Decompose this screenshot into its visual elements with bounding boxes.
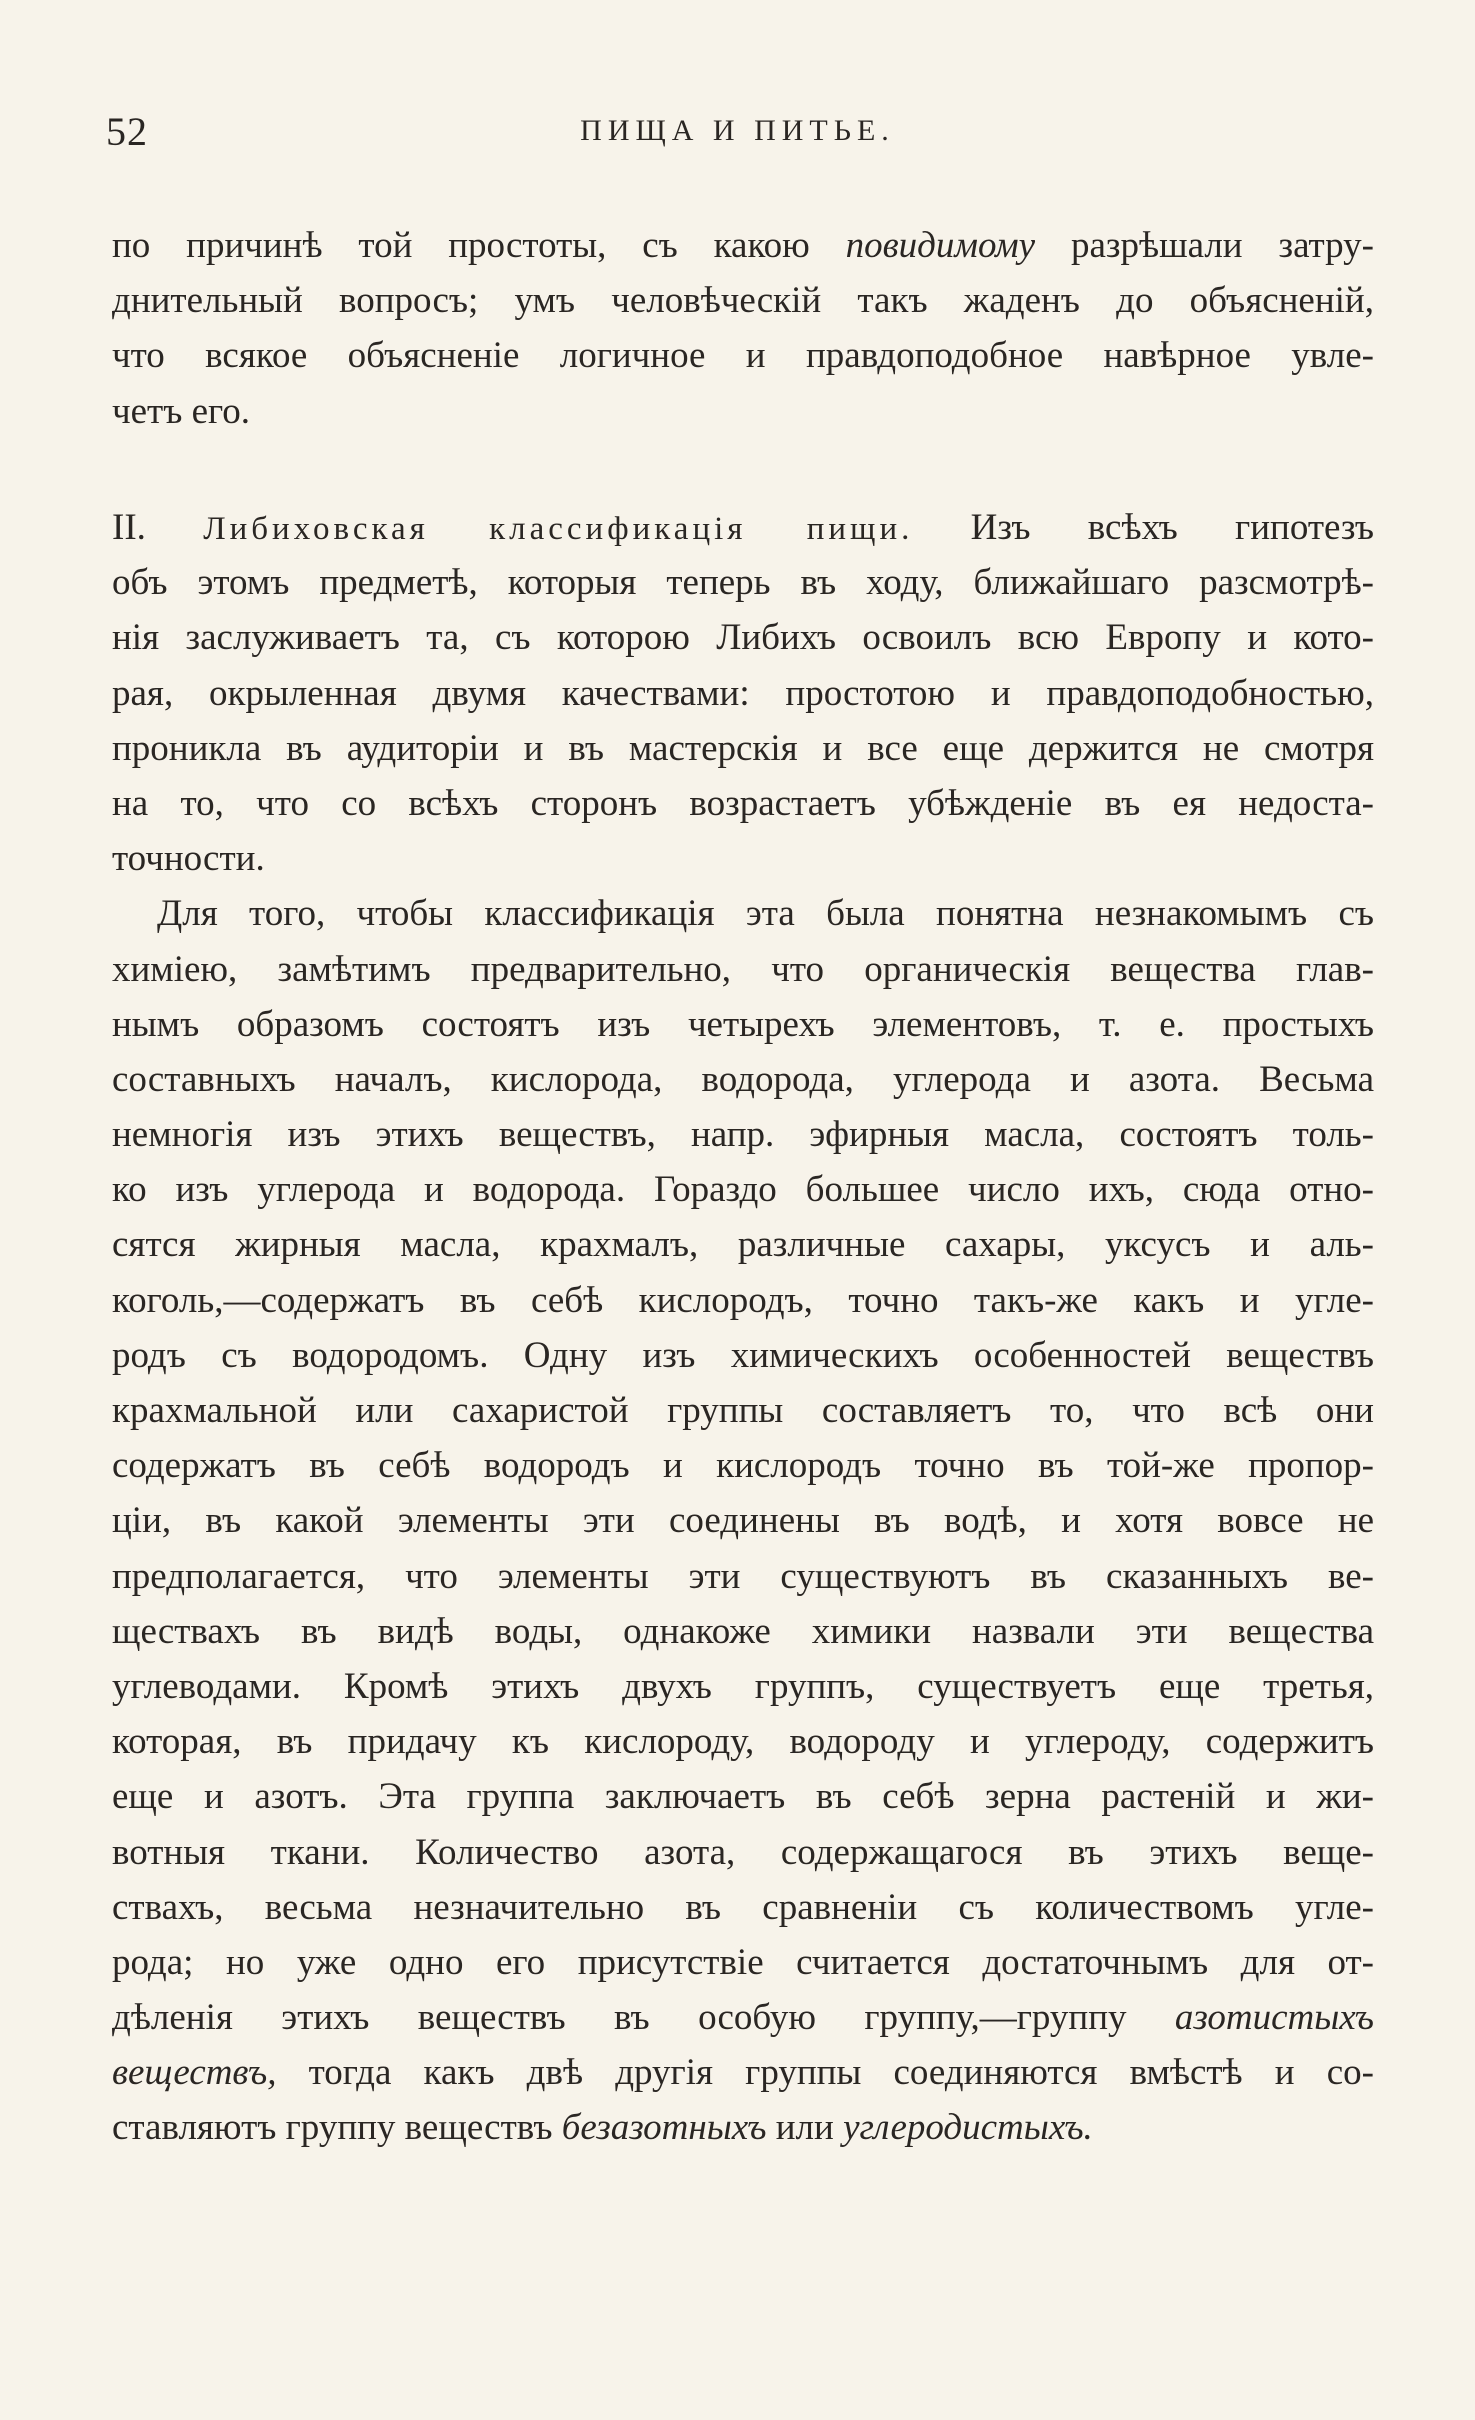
emphasis: безазотныхъ bbox=[561, 2107, 767, 2149]
text-line: химіею, замѣтимъ предварительно, что органическія вещества глав- bbox=[112, 948, 1374, 990]
text-line: ствахъ, весьма незначительно въ сравненіи съ количествомъ угле- bbox=[112, 1886, 1374, 1928]
text-line: веществъ, тогда какъ двѣ другія группы соединяются вмѣстѣ и со- bbox=[112, 2052, 1374, 2094]
emphasis: азотистыхъ bbox=[1174, 1997, 1374, 2039]
text-line: точности. bbox=[112, 838, 265, 880]
text-line: крахмальной или сахаристой группы составляетъ то, что всѣ они bbox=[112, 1390, 1374, 1431]
text-line: нымъ образомъ состоятъ изъ четырехъ элементовъ, т. е. простыхъ bbox=[112, 1003, 1374, 1045]
text-line: ко изъ углерода и водорода. Гораздо большее число ихъ, сюда отно- bbox=[112, 1169, 1374, 1211]
text-line: по причинѣ той простоты, съ какою повидимому разрѣшали затру- bbox=[112, 225, 1374, 266]
running-head: ПИЩА И ПИТЬЕ. bbox=[580, 114, 895, 147]
text-line: что всякое объясненіе логичное и правдоподобное навѣрное увле- bbox=[112, 335, 1374, 377]
page-number: 52 bbox=[106, 109, 148, 154]
text-line: составныхъ началъ, кислорода, водорода, углерода и азота. Весьма bbox=[112, 1058, 1374, 1100]
paragraph-continuation bbox=[112, 218, 1374, 439]
section-numeral: II. bbox=[112, 507, 146, 548]
text-line: рода; но уже одно его присутствіе считается достаточнымъ для от- bbox=[112, 1941, 1374, 1983]
text-line: проникла въ аудиторіи и въ мастерскія и все еще держится не смотря bbox=[112, 727, 1374, 769]
section-heading-line: II. Либиховская классификація пищи. Изъ всѣхъ гипотезъ bbox=[112, 507, 1375, 548]
text-line: Для того, чтобы классификація эта была понятна незнакомымъ съ bbox=[157, 893, 1374, 935]
text-line: объ этомъ предметѣ, которыя теперь въ ходу, ближайшаго разсмотрѣ- bbox=[112, 562, 1374, 604]
text-line: ществахъ въ видѣ воды, однакоже химики назвали эти вещества bbox=[112, 1610, 1374, 1652]
text-line: на то, что со всѣхъ сторонъ возрастаетъ убѣжденіе въ ея недоста- bbox=[112, 782, 1374, 824]
text-line: дѣленія этихъ веществъ въ особую группу,—группу азотистыхъ bbox=[112, 1997, 1374, 2039]
text-line: коголь,—содержатъ въ себѣ кислородъ, точно такъ-же какъ и угле- bbox=[112, 1279, 1374, 1321]
text-line: вотныя ткани. Количество азота, содержащагося въ этихъ веще- bbox=[112, 1831, 1374, 1873]
text-line: немногія изъ этихъ веществъ, напр. эфирныя масла, состоятъ толь- bbox=[112, 1114, 1374, 1156]
emphasis: веществъ, bbox=[112, 2052, 277, 2094]
text-line: нія заслуживаетъ та, съ которою Либихъ освоилъ всю Европу и кото- bbox=[112, 617, 1374, 659]
section-heading: Либиховская классификація пищи. bbox=[203, 511, 914, 547]
text-line: предполагается, что элементы эти существуютъ въ сказанныхъ ве- bbox=[112, 1555, 1374, 1597]
emphasis: повидимому bbox=[845, 225, 1036, 266]
section-liebig-classification bbox=[112, 500, 1374, 2156]
text-line: углеводами. Кромѣ этихъ двухъ группъ, существуетъ еще третья, bbox=[112, 1665, 1374, 1707]
emphasis: углеродистыхъ. bbox=[843, 2107, 1093, 2149]
text-line: родъ съ водородомъ. Одну изъ химическихъ особенностей веществъ bbox=[112, 1334, 1374, 1376]
text-line: сятся жирныя масла, крахмалъ, различные сахары, уксусъ и аль- bbox=[112, 1224, 1374, 1266]
text-line: ставляютъ группу веществъ безазотныхъ или углеродистыхъ. bbox=[112, 2107, 1093, 2149]
text-line: рая, окрыленная двумя качествами: простотою и правдоподобностью, bbox=[112, 672, 1374, 714]
text-line: ціи, въ какой элементы эти соединены въ водѣ, и хотя вовсе не bbox=[112, 1500, 1374, 1542]
text-line: четъ его. bbox=[112, 390, 251, 432]
text-line: содержатъ въ себѣ водородъ и кислородъ точно въ той-же пропор- bbox=[112, 1445, 1374, 1487]
text-line: еще и азотъ. Эта группа заключаетъ въ себѣ зерна растеній и жи- bbox=[112, 1776, 1374, 1818]
text-line: которая, въ придачу къ кислороду, водороду и углероду, содержитъ bbox=[112, 1721, 1374, 1763]
text-line: днительный вопросъ; умъ человѣческій такъ жаденъ до объясненій, bbox=[112, 280, 1374, 322]
